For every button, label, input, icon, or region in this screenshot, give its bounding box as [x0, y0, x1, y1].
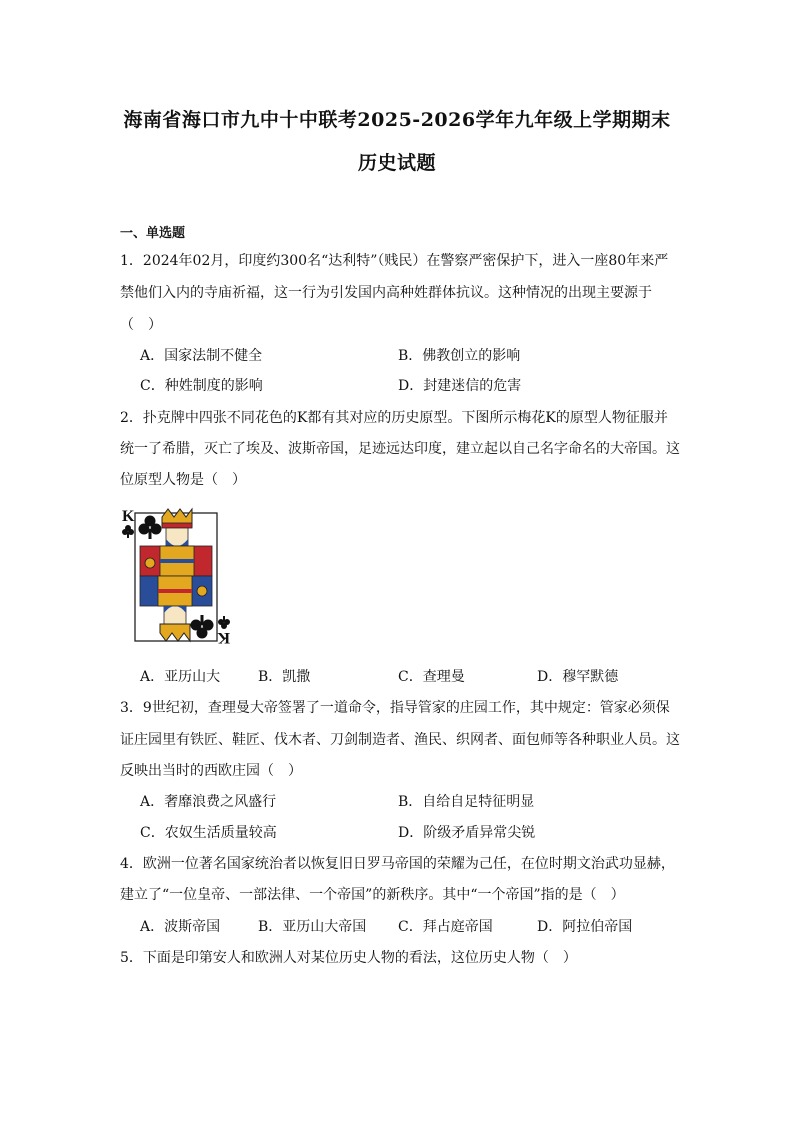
- q3-line3: 反映出当时的西欧庄园（ ）: [120, 763, 302, 779]
- club-pip-small-top: [122, 525, 134, 538]
- q4-line2: 建立了“一位皇帝、一部法律、一个帝国”的新秩序。其中“一个帝国”指的是（ ）: [120, 887, 625, 903]
- q4-line1: 4．欧洲一位著名国家统治者以恢复旧日罗马帝国的荣耀为己任，在位时期文治武功显赫，: [120, 856, 675, 872]
- q3-line2: 证庄园里有铁匠、鞋匠、伐木者、刀剑制造者、渔民、织网者、面包师等各种职业人员。这: [120, 732, 680, 748]
- orb-left: [145, 558, 155, 568]
- q1-option-c: C．种姓制度的影响: [140, 378, 263, 394]
- card-corner-top: K: [122, 508, 135, 525]
- q3-option-d: D．阶级矛盾异常尖锐: [398, 825, 536, 841]
- q3-line1: 3．9世纪初，查理曼大帝签署了一道命令，指导管家的庄园工作，其中规定：管家必须保: [120, 700, 670, 716]
- exam-title-line2: 历史试题: [357, 152, 436, 174]
- exam-title-line1: 海南省海口市九中十中联考2025-2026学年九年级上学期期末: [123, 109, 671, 131]
- crown-band: [162, 523, 192, 528]
- q1-option-d: D．封建迷信的危害: [398, 378, 522, 394]
- king-of-clubs-card-image: [120, 505, 232, 650]
- q2-option-d: D．穆罕默德: [537, 669, 619, 685]
- q2-line2: 统一了希腊，灭亡了埃及、波斯帝国，足迹远达印度，建立起以自己名字命名的大帝国。这: [120, 441, 680, 457]
- q2-option-c: C．查理曼: [398, 669, 465, 685]
- q1-line3: （ ）: [120, 317, 162, 333]
- q1-option-b: B．佛教创立的影响: [398, 348, 521, 364]
- section-heading: 一、单选题: [120, 226, 186, 241]
- club-pip-small-bottom: [218, 616, 230, 629]
- q2-option-a: A．亚历山大: [140, 669, 221, 685]
- q3-option-b: B．自给自足特征明显: [398, 794, 535, 810]
- q3-option-c: C．农奴生活质量较高: [140, 825, 277, 841]
- q4-option-c: C．拜占庭帝国: [398, 919, 493, 935]
- q1-line1: 1．2024年02月，印度约300名“达利特”（贱民）在警察严密保护下，进入一座80年来严: [120, 253, 669, 269]
- q5-line1: 5．下面是印第安人和欧洲人对某位历史人物的看法，这位历史人物（ ）: [120, 950, 577, 966]
- q4-option-d: D．阿拉伯帝国: [537, 919, 633, 935]
- card-corner-bottom: K: [217, 629, 230, 646]
- orb-right: [197, 586, 207, 596]
- q2-line3: 位原型人物是（ ）: [120, 472, 246, 488]
- q3-option-a: A．奢靡浪费之风盛行: [140, 794, 277, 810]
- q1-option-a: A．国家法制不健全: [140, 348, 263, 364]
- q1-line2: 禁他们入内的寺庙祈福，这一行为引发国内高种姓群体抗议。这种情况的出现主要源于: [120, 285, 652, 301]
- q2-line1: 2．扑克牌中四张不同花色的K都有其对应的历史原型。下图所示梅花K的原型人物征服并: [120, 410, 668, 426]
- q2-option-b: B．凯撒: [258, 669, 311, 685]
- q4-option-b: B．亚历山大帝国: [258, 919, 367, 935]
- king-of-clubs-illustration: [120, 505, 232, 650]
- q4-option-a: A．波斯帝国: [140, 919, 221, 935]
